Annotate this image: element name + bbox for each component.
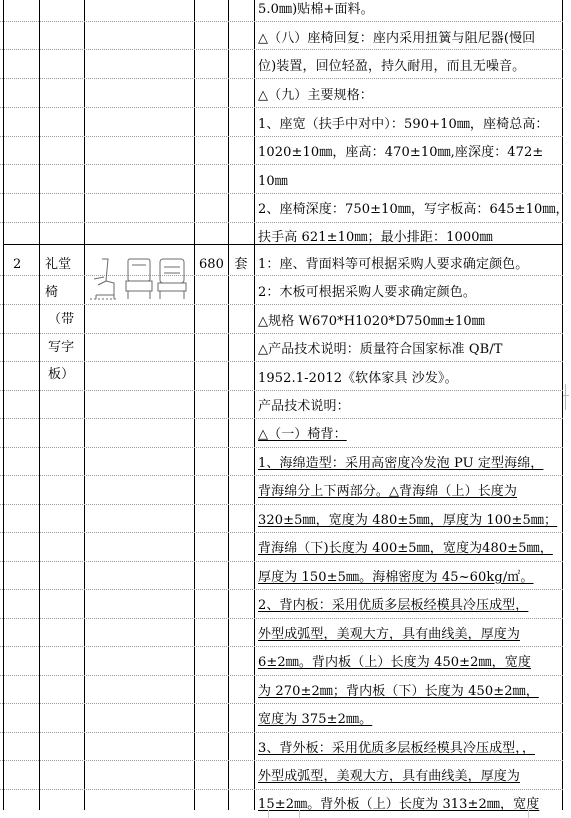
spec-line: △（一）椅背： (258, 427, 347, 442)
spec-line: △（九）主要规格： (258, 88, 373, 103)
spec-line: 位)装置，回位轻盈，持久耐用，而且无噪音。 (258, 59, 526, 74)
spec-line: 扶手高 621±10㎜；最小排距：1000㎜ (258, 230, 493, 245)
line-separator (0, 475, 563, 476)
line-separator (0, 703, 563, 704)
spec-line: △产品技术说明：质量符合国家标准 QB/T (258, 342, 503, 357)
item-name-line: （带 (48, 312, 75, 327)
spec-line: 1：座、背面料等可根据采购人要求确定颜色。 (258, 257, 529, 272)
spec-line: 厚度为 150±5㎜。海棉密度为 45~60kg/㎡。 (258, 570, 534, 585)
column-divider (194, 0, 195, 810)
line-separator (0, 164, 563, 165)
spec-line: 外型成弧型，美观大方，具有曲线美，厚度为 (258, 627, 521, 642)
line-separator (0, 504, 563, 505)
spec-line: 10㎜ (258, 174, 288, 189)
margin-marker (565, 384, 566, 410)
spec-line: 1、座宽（扶手中对中）：590+10㎜，座椅总高： (258, 117, 549, 132)
spec-line: 15±2㎜。背外板（上）长度为 313±2㎜，宽度 (258, 797, 540, 812)
column-divider (39, 0, 40, 810)
spec-line: 背海绵（下)长度为 400±5㎜，宽度为480±5㎜， (258, 541, 553, 556)
line-separator (0, 561, 563, 562)
column-divider (84, 0, 85, 810)
spec-line: 背海绵分上下两部分。△背海绵（上）长度为 (258, 484, 517, 499)
spec-line: 320±5㎜，宽度为 480±5㎜，厚度为 100±5㎜； (258, 513, 558, 528)
line-separator (0, 618, 563, 619)
spec-line: 1、海绵造型：采用高密度冷发泡 PU 定型海绵， (258, 456, 544, 471)
line-separator (0, 789, 563, 790)
spec-line: 为 270±2㎜；背内板（下）长度为 450±2㎜， (258, 684, 539, 699)
line-separator (0, 675, 563, 676)
line-separator (0, 136, 563, 137)
line-separator (0, 732, 563, 733)
line-separator (0, 222, 563, 223)
page-edge-mark (528, 810, 549, 818)
item-name-line: 椅 (45, 285, 59, 300)
spec-line: 外型成弧型，美观大方，具有曲线美，厚度为 (258, 769, 521, 784)
line-separator (0, 49, 563, 50)
line-separator (0, 107, 563, 108)
spec-line: 2、背内板：采用优质多层板经模具冷压成型， (258, 598, 529, 613)
line-separator (0, 21, 563, 22)
line-separator (0, 275, 563, 276)
spec-line: △规格 W670*H1020*D750㎜±10㎜ (258, 314, 485, 329)
line-separator (0, 390, 563, 391)
spec-line: 5.0㎜)贴棉+面料。 (258, 2, 374, 17)
line-separator (0, 78, 563, 79)
column-divider (254, 0, 255, 810)
spec-line: △（八）座椅回复：座内采用扭簧与阻尼器(慢回 (258, 31, 536, 46)
spec-line: 1020±10㎜，座高：470±10㎜,座深度：472± (258, 145, 544, 160)
spec-line: 宽度为 375±2㎜。 (258, 712, 373, 727)
item-name-line: 写字 (48, 340, 75, 355)
table-border-left (3, 0, 4, 810)
spec-line: 6±2㎜。背内板（上）长度为 450±2㎜，宽度 (258, 655, 531, 670)
line-separator (0, 646, 563, 647)
table-border-right (562, 0, 563, 810)
line-separator (0, 333, 563, 334)
spec-line: 产品技术说明： (258, 399, 350, 414)
line-separator (0, 418, 563, 419)
line-separator (0, 447, 563, 448)
item-name-line: 礼堂 (45, 257, 72, 272)
spec-line: 2：木板可根据采购人要求确定颜色。 (258, 285, 476, 300)
spec-line: 2、座椅深度：750±10㎜，写字板高：645±10㎜， (258, 202, 569, 217)
line-separator (0, 532, 563, 533)
spec-line: 1952.1-2012《软体家具 沙发》。 (258, 371, 458, 386)
line-separator (0, 193, 563, 194)
page-edge-mark (268, 810, 300, 818)
column-divider (228, 0, 229, 810)
line-separator (0, 361, 563, 362)
line-separator (0, 304, 563, 305)
item-name-line: 板） (48, 367, 75, 382)
margin-marker (563, 395, 569, 396)
item-unit: 套 (234, 257, 248, 272)
line-separator (0, 760, 563, 761)
item-index: 2 (13, 257, 22, 272)
spec-line: 3、背外板：采用优质多层板经模具冷压成型，， (258, 741, 535, 756)
chair-thumbnail-images (88, 255, 192, 303)
item-quantity: 680 (198, 257, 225, 272)
line-separator (0, 589, 563, 590)
